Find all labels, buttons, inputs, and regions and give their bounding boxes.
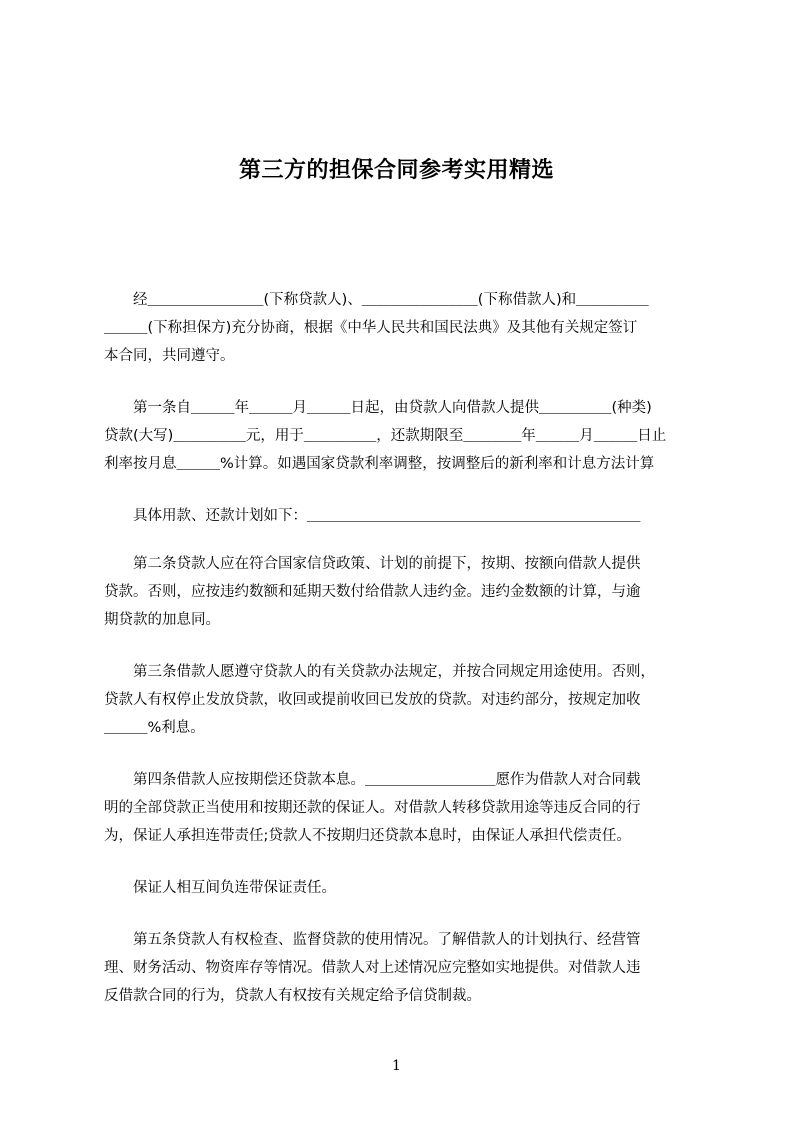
page-number: 1 — [392, 1058, 401, 1074]
paragraph-line: 贷款人有权停止发放贷款，收回或提前收回已发放的贷款。对违约部分，按规定加收 — [104, 692, 641, 708]
paragraph-line: 第一条自＿＿＿年＿＿＿月＿＿＿日起，由贷款人向借款人提供＿＿＿＿＿(种类) — [104, 400, 652, 416]
paragraph-line: 贷款(大写)＿＿＿＿＿元，用于＿＿＿＿＿，还款期限至＿＿＿＿年＿＿＿月＿＿＿日止 — [104, 428, 667, 444]
paragraph-line: 具体用款、还款计划如下：＿＿＿＿＿＿＿＿＿＿＿＿＿＿＿＿＿＿＿＿＿＿＿ — [104, 508, 641, 524]
paragraph-line: 第五条贷款人有权检查、监督贷款的使用情况。了解借款人的计划执行、经营管 — [104, 932, 641, 948]
paragraph-line: ＿＿＿(下称担保方)充分协商，根据《中华人民共和国民法典》及其他有关规定签订 — [104, 320, 638, 336]
paragraph-line: 第二条贷款人应在符合国家信贷政策、计划的前提下，按期、按额向借款人提供 — [104, 556, 641, 572]
paragraph-line: ＿＿＿%利息。 — [104, 720, 205, 736]
paragraph-line: 为，保证人承担连带责任;贷款人不按期归还贷款本息时，由保证人承担代偿责任。 — [104, 828, 631, 844]
paragraph-line: 第三条借款人愿遵守贷款人的有关贷款办法规定，并按合同规定用途使用。否则， — [104, 664, 655, 680]
paragraph-line: 明的全部贷款正当使用和按期还款的保证人。对借款人转移贷款用途等违反合同的行 — [104, 800, 641, 816]
paragraph-line: 第四条借款人应按期偿还贷款本息。＿＿＿＿＿＿＿＿＿愿作为借款人对合同载 — [104, 772, 641, 788]
paragraph-line: 理、财务活动、物资库存等情况。借款人对上述情况应完整如实地提供。对借款人违 — [104, 960, 641, 976]
paragraph-line: 经＿＿＿＿＿＿＿＿(下称贷款人)、＿＿＿＿＿＿＿＿(下称借款人)和＿＿＿＿＿ — [104, 292, 649, 308]
paragraph-line: 保证人相互间负连带保证责任。 — [104, 880, 336, 896]
paragraph-line: 利率按月息＿＿＿%计算。如遇国家贷款利率调整，按调整后的新利率和计息方法计算 — [104, 456, 655, 472]
paragraph-line: 期贷款的加息同。 — [104, 612, 220, 628]
paragraph-line: 贷款。否则，应按违约数额和延期天数付给借款人违约金。违约金数额的计算，与逾 — [104, 584, 641, 600]
document-title: 第三方的担保合同参考实用精选 — [238, 157, 554, 183]
paragraph-line: 本合同，共同遵守。 — [104, 348, 235, 364]
paragraph-line: 反借款合同的行为，贷款人有权按有关规定给予信贷制裁。 — [104, 988, 481, 1004]
